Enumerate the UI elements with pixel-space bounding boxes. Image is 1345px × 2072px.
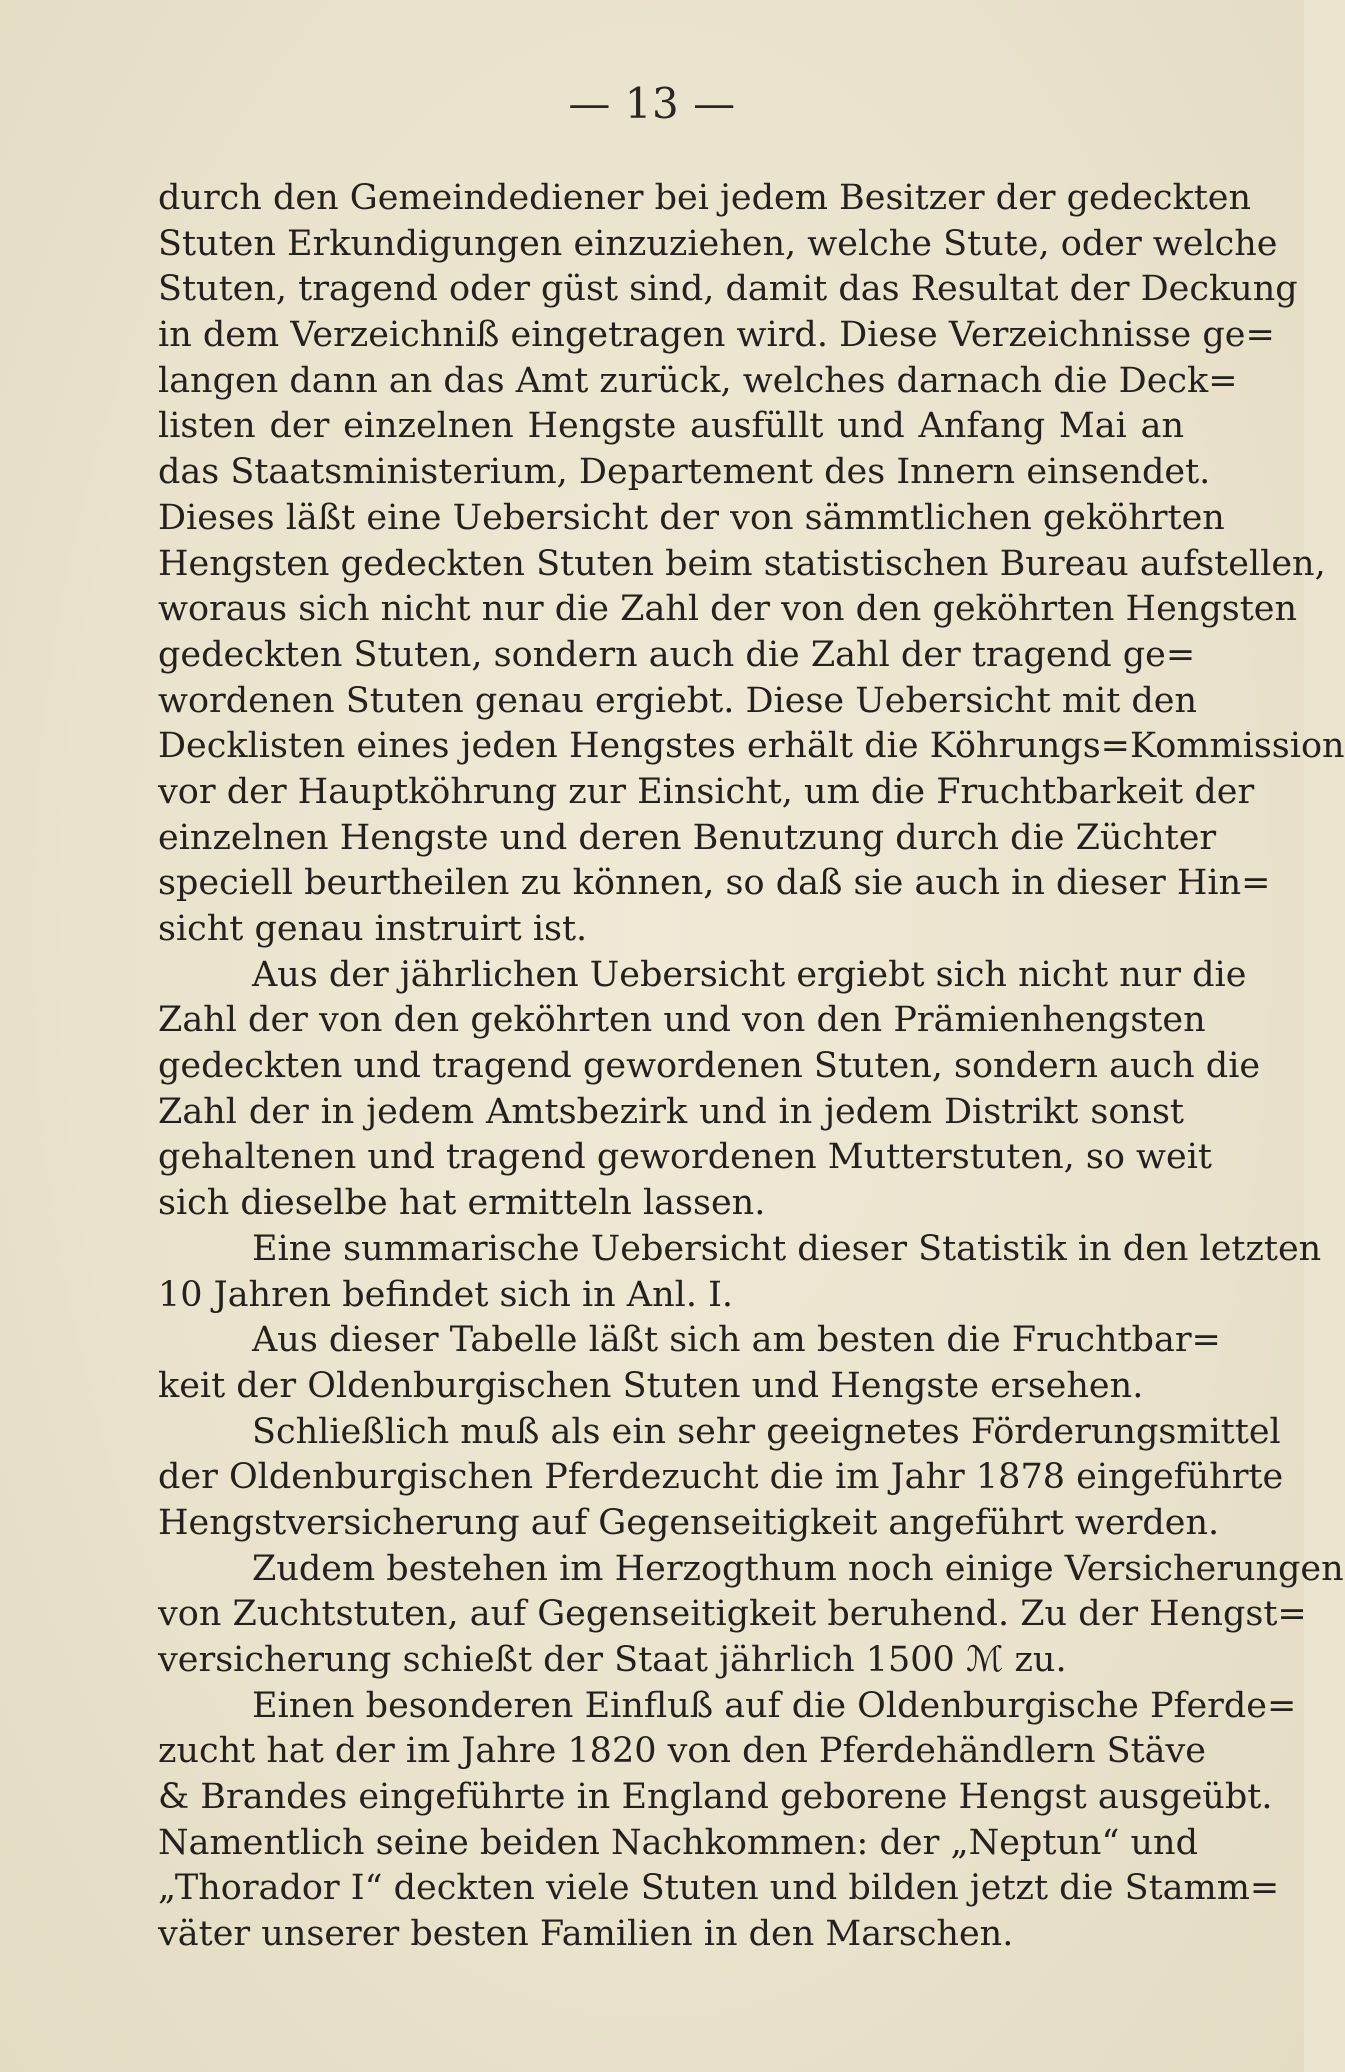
text-line: durch den Gemeindediener bei jedem Besitzer der gedeckten bbox=[158, 178, 1252, 218]
text-line: Stuten Erkundigungen einzuziehen, welche Stute, oder welche bbox=[158, 223, 1278, 264]
text-line: langen dann an das Amt zurück, welches darnach die Deck= bbox=[158, 360, 1238, 401]
text-line: „Thorador I“ deckten viele Stuten und bilden jetzt die Stamm= bbox=[158, 1868, 1280, 1909]
text-line: der Oldenburgischen Pferdezucht die im Jahr 1878 eingeführte bbox=[158, 1457, 1284, 1498]
paragraph-start-line: Aus der jährlichen Uebersicht ergiebt sich nicht nur die bbox=[252, 954, 1247, 995]
text-line: vor der Hauptköhrung zur Einsicht, um die Fruchtbarkeit der bbox=[158, 771, 1255, 812]
paragraph-start-line: Zudem bestehen im Herzogthum noch einige Versicherungen bbox=[252, 1548, 1344, 1589]
paragraph-start-line: Einen besonderen Einfluß auf die Oldenburgische Pferde= bbox=[252, 1685, 1297, 1726]
text-line: Decklisten eines jeden Hengstes erhält die Köhrungs=Kommission bbox=[158, 726, 1345, 767]
text-line: Zahl der in jedem Amtsbezirk und in jedem Distrikt sonst bbox=[158, 1091, 1184, 1132]
paragraph-start-line: Schließlich muß als ein sehr geeignetes Förderungsmittel bbox=[252, 1411, 1281, 1452]
paragraph-start-line: Eine summarische Uebersicht dieser Statistik in den letzten bbox=[252, 1228, 1322, 1269]
paragraph-start-line: Aus dieser Tabelle läßt sich am besten die Fruchtbar= bbox=[252, 1320, 1221, 1361]
text-line: Dieses läßt eine Uebersicht der von sämmtlichen geköhrten bbox=[158, 497, 1225, 538]
body-text bbox=[158, 176, 1345, 1958]
text-line: Hengsten gedeckten Stuten beim statistischen Bureau aufstellen, bbox=[158, 543, 1326, 584]
text-line: Zahl der von den geköhrten und von den Prämienhengsten bbox=[158, 1000, 1206, 1041]
text-line: versicherung schießt der Staat jährlich 1500 ℳ zu. bbox=[158, 1640, 1067, 1680]
text-line: Hengstversicherung auf Gegenseitigkeit angeführt werden. bbox=[158, 1502, 1220, 1543]
text-line: gedeckten und tragend gewordenen Stuten, sondern auch die bbox=[158, 1046, 1261, 1087]
text-line: keit der Oldenburgischen Stuten und Hengste ersehen. bbox=[158, 1365, 1144, 1406]
text-line: zucht hat der im Jahre 1820 von den Pferdehändlern Stäve bbox=[158, 1731, 1207, 1772]
text-line: Stuten, tragend oder güst sind, damit das Resultat der Deckung bbox=[158, 269, 1298, 310]
text-line: gedeckten Stuten, sondern auch die Zahl der tragend ge= bbox=[158, 634, 1196, 675]
text-line: sich dieselbe hat ermitteln lassen. bbox=[158, 1183, 766, 1224]
text-line: sicht genau instruirt ist. bbox=[158, 909, 588, 949]
text-line: väter unserer besten Familien in den Marschen. bbox=[158, 1914, 1014, 1955]
text-line: wordenen Stuten genau ergiebt. Diese Uebersicht mit den bbox=[158, 680, 1198, 721]
text-line: & Brandes eingeführte in England geborene Hengst ausgeübt. bbox=[158, 1777, 1273, 1818]
text-line: Namentlich seine beiden Nachkommen: der „Neptun“ und bbox=[158, 1822, 1198, 1863]
text-line: speciell beurtheilen zu können, so daß sie auch in dieser Hin= bbox=[158, 863, 1271, 904]
text-line: gehaltenen und tragend gewordenen Mutterstuten, so weit bbox=[158, 1137, 1212, 1178]
text-line: das Staatsministerium, Departement des Innern einsendet. bbox=[158, 452, 1211, 493]
text-line: in dem Verzeichniß eingetragen wird. Diese Verzeichnisse ge= bbox=[158, 315, 1275, 356]
text-line: woraus sich nicht nur die Zahl der von den geköhrten Hengsten bbox=[158, 589, 1298, 630]
text-line: 10 Jahren befindet sich in Anl. I. bbox=[158, 1274, 734, 1315]
text-line: einzelnen Hengste und deren Benutzung durch die Züchter bbox=[158, 817, 1217, 858]
page-number: — 13 — bbox=[568, 79, 736, 128]
text-line: listen der einzelnen Hengste ausfüllt und Anfang Mai an bbox=[158, 406, 1184, 447]
text-line: von Zuchtstuten, auf Gegenseitigkeit beruhend. Zu der Hengst= bbox=[158, 1594, 1307, 1635]
